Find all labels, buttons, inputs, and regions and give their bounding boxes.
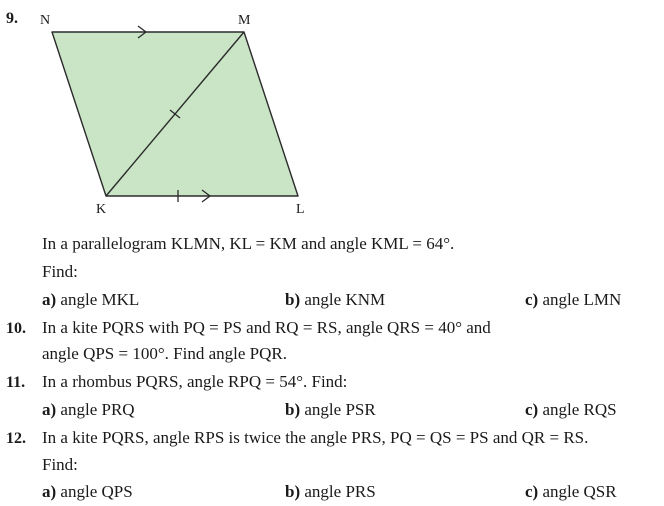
question-9-part-c [525, 290, 621, 310]
parallelogram-figure [0, 0, 664, 230]
part-a-label: a) [42, 400, 57, 419]
question-number-12: 12. [6, 430, 26, 447]
part-b-label: b) [285, 400, 301, 419]
part-c-label: c) [525, 400, 539, 419]
question-number-11: 11. [6, 374, 26, 391]
question-9-part-b [285, 290, 385, 310]
part-c-text: angle QSR [542, 482, 617, 501]
part-c-label: c) [525, 482, 539, 501]
question-12-part-b [285, 482, 376, 502]
question-number-10: 10. [6, 320, 26, 337]
question-11-part-c [525, 400, 617, 420]
vertex-label-l: L [296, 202, 305, 217]
question-12-find: Find: [42, 455, 78, 474]
vertex-label-m: M [238, 13, 251, 28]
question-11-part-b [285, 400, 376, 420]
question-number-9: 9. [6, 10, 18, 27]
part-a-text: angle QPS [60, 482, 133, 501]
question-11-text: In a rhombus PQRS, angle RPQ = 54°. Find: [42, 372, 348, 391]
part-c-text: angle RQS [542, 400, 617, 419]
vertex-label-k: K [96, 202, 107, 217]
part-b-text: angle PSR [304, 400, 376, 419]
part-b-text: angle PRS [304, 482, 376, 501]
part-a-text: angle PRQ [60, 400, 135, 419]
question-11-part-a [42, 400, 135, 420]
question-9-text: In a parallelogram KLMN, KL = KM and angle KML = 64°. [42, 234, 455, 253]
question-12-part-a [42, 482, 133, 502]
question-10-line-2: angle QPS = 100°. Find angle PQR. [42, 344, 287, 363]
question-12-part-c [525, 482, 617, 502]
part-b-label: b) [285, 290, 301, 309]
part-a-label: a) [42, 290, 57, 309]
part-c-label: c) [525, 290, 539, 309]
vertex-label-n: N [40, 13, 51, 28]
part-c-text: angle LMN [542, 290, 622, 309]
question-9-find: Find: [42, 262, 78, 281]
question-12-text: In a kite PQRS, angle RPS is twice the angle PRS, PQ = QS = PS and QR = RS. [42, 428, 589, 447]
part-a-text: angle MKL [60, 290, 140, 309]
part-b-text: angle KNM [304, 290, 386, 309]
part-b-label: b) [285, 482, 301, 501]
question-10-line-1: In a kite PQRS with PQ = PS and RQ = RS, angle QRS = 40° and [42, 318, 491, 337]
question-9-part-a [42, 290, 139, 310]
part-a-label: a) [42, 482, 57, 501]
